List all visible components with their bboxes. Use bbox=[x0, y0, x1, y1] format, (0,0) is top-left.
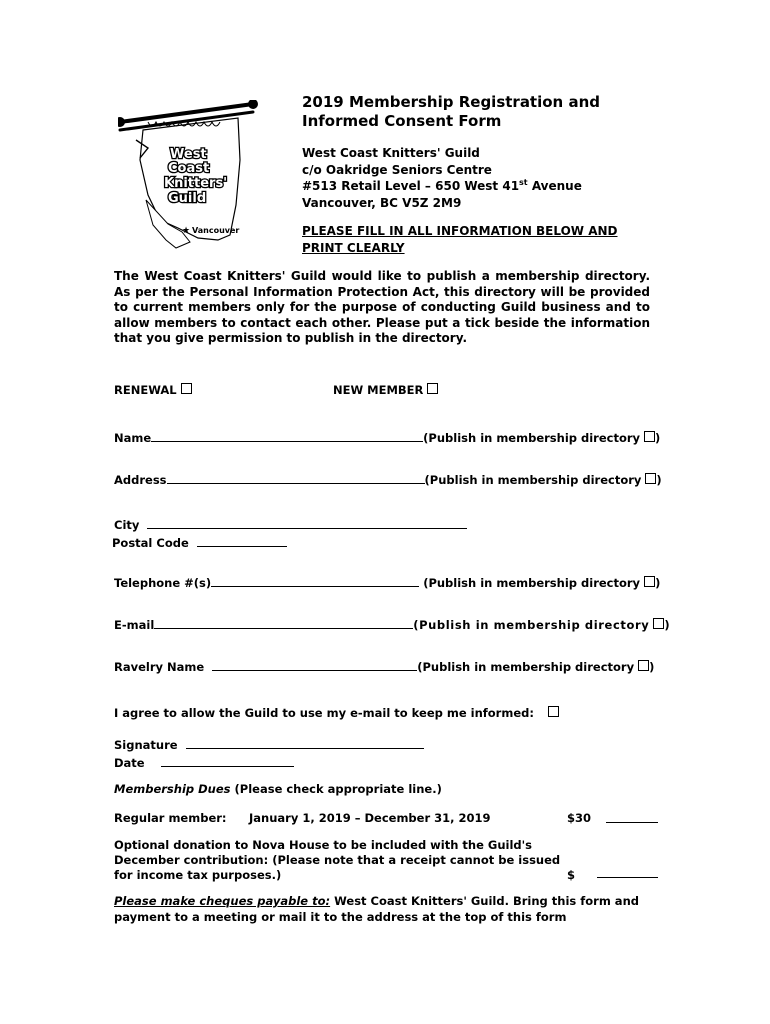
name-row: Name (Publish in membership directory ) bbox=[114, 431, 661, 445]
city-field[interactable] bbox=[147, 517, 467, 529]
donation-amount-line[interactable] bbox=[597, 866, 658, 878]
publish-telephone-checkbox[interactable] bbox=[644, 576, 655, 587]
name-label: Name bbox=[114, 431, 152, 445]
publish-email-checkbox[interactable] bbox=[653, 618, 664, 629]
logo-text-guild: Guild bbox=[168, 191, 207, 206]
publish-note: (Publish in membership directory bbox=[417, 660, 635, 674]
publish-note: (Publish in membership directory bbox=[423, 576, 641, 590]
publish-note: (Publish in membership directory bbox=[413, 618, 650, 632]
regular-period: January 1, 2019 – December 31, 2019 bbox=[249, 811, 491, 825]
date-field[interactable] bbox=[161, 755, 294, 767]
donation-dollar: $ bbox=[567, 868, 576, 882]
signature-label: Signature bbox=[114, 738, 178, 752]
publish-note: (Publish in membership directory bbox=[424, 473, 642, 487]
address-line-1: West Coast Knitters' Guild bbox=[302, 146, 480, 160]
postal-label: Postal Code bbox=[112, 536, 189, 550]
new-member-checkbox[interactable] bbox=[427, 383, 438, 394]
fill-instruction: PLEASE FILL IN ALL INFORMATION BELOW AND PRINT CLEARLY bbox=[302, 224, 618, 255]
signature-row bbox=[114, 737, 424, 752]
form-title bbox=[302, 93, 642, 131]
renewal-option bbox=[114, 383, 192, 397]
dues-note: (Please check appropriate line.) bbox=[230, 782, 442, 796]
regular-amount-line[interactable] bbox=[606, 811, 658, 823]
new-member-label: NEW MEMBER bbox=[333, 383, 424, 397]
postal-field[interactable] bbox=[197, 535, 287, 547]
intro-paragraph: The West Coast Knitters' Guild would like to publish a membership directory. As per the Personal Information Protection Act, this directory will be provided to current members only for the purpose of conducting Guild business and to allow members to contact each other. Please put a tick beside the information that you give permission to publish in the directory. bbox=[114, 269, 650, 345]
logo-text-coast: Coast bbox=[168, 161, 210, 176]
signature-field[interactable] bbox=[186, 737, 424, 749]
publish-address-checkbox[interactable] bbox=[645, 473, 656, 484]
agree-checkbox[interactable] bbox=[548, 706, 559, 717]
donation-text: Optional donation to Nova House to be included with the Guild's December contribution: (Please note that a receipt cannot be issued for income tax purposes.) bbox=[114, 838, 561, 882]
email-field[interactable] bbox=[154, 617, 413, 629]
telephone-label: Telephone #(s) bbox=[114, 576, 212, 590]
dues-heading bbox=[114, 782, 442, 796]
renewal-label: RENEWAL bbox=[114, 383, 177, 397]
ravelry-field[interactable] bbox=[212, 659, 417, 671]
date-row bbox=[114, 755, 294, 770]
city-label: City bbox=[114, 518, 140, 532]
address-line-4: Vancouver, BC V5Z 2M9 bbox=[302, 195, 462, 210]
logo-text-knitters: Knitters' bbox=[164, 176, 228, 191]
agree-text: I agree to allow the Guild to use my e-mail to keep me informed: bbox=[114, 706, 534, 720]
agree-row bbox=[114, 706, 534, 720]
cheque-instructions: Please make cheques payable to: West Coast Knitters' Guild. Bring this form and payment to a meeting or mail it to the address at the top of this form bbox=[114, 894, 639, 924]
title-line-1: 2019 Membership Registration and bbox=[302, 93, 600, 111]
address-row: Address (Publish in membership directory ) bbox=[114, 473, 662, 487]
telephone-field[interactable] bbox=[211, 575, 419, 587]
logo-text-vancouver: Vancouver bbox=[192, 226, 240, 235]
city-row bbox=[114, 517, 467, 532]
publish-note: (Publish in membership directory bbox=[423, 431, 641, 445]
address-line-3: #513 Retail Level – 650 West 41st Avenue bbox=[302, 178, 582, 193]
postal-row bbox=[112, 535, 287, 550]
logo-star-icon: ★ bbox=[182, 226, 191, 236]
publish-ravelry-checkbox[interactable] bbox=[638, 660, 649, 671]
publish-name-checkbox[interactable] bbox=[644, 431, 655, 442]
ravelry-row: Ravelry Name (Publish in membership directory ) bbox=[114, 660, 655, 674]
ravelry-label: Ravelry Name bbox=[114, 660, 205, 674]
new-member-option bbox=[333, 383, 438, 397]
dues-title: Membership Dues bbox=[114, 782, 231, 796]
cheque-label: Please make cheques payable to: bbox=[114, 894, 331, 908]
email-label: E-mail bbox=[114, 618, 155, 632]
date-label: Date bbox=[114, 756, 145, 770]
renewal-checkbox[interactable] bbox=[181, 383, 192, 394]
email-row: E-mail (Publish in membership directory ) bbox=[114, 618, 670, 632]
regular-amount: $30 bbox=[567, 811, 592, 825]
name-field[interactable] bbox=[151, 430, 423, 442]
telephone-row: Telephone #(s) (Publish in membership directory ) bbox=[114, 576, 661, 590]
regular-label: Regular member: bbox=[114, 811, 227, 825]
guild-address bbox=[302, 145, 582, 211]
address-line-2: c/o Oakridge Seniors Centre bbox=[302, 162, 492, 177]
logo-text-west: West bbox=[170, 147, 207, 162]
agree-option bbox=[544, 706, 559, 720]
address-field[interactable] bbox=[167, 472, 425, 484]
guild-logo bbox=[118, 100, 258, 290]
address-label: Address bbox=[114, 473, 167, 487]
title-line-2: Informed Consent Form bbox=[302, 112, 502, 130]
